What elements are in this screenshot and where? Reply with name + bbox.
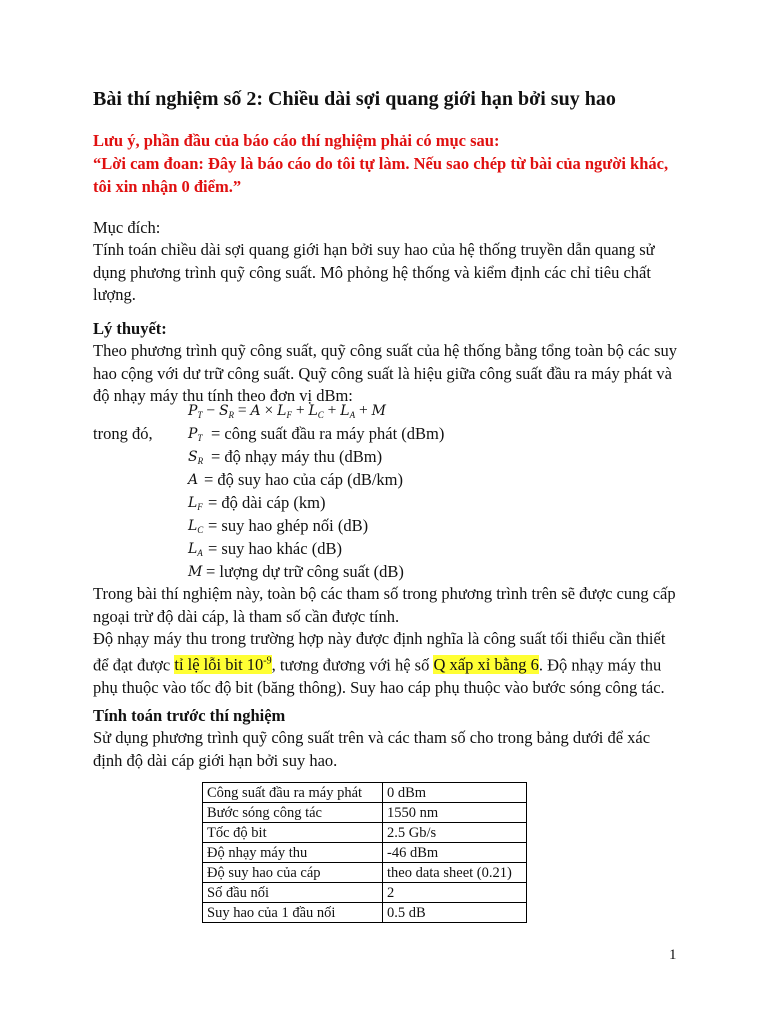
def-symbol-la: $L_A$ [188,541,203,558]
parameter-table [202,782,527,923]
theory-intro: Theo phương trình quỹ công suất, quỹ công suất của hệ thống bằng tổng toàn bộ các suy hao cộng với dư trữ công suất. Quỹ công suất là hiệu giữa công suất đầu ra máy phát và độ nhạy máy thu tính theo đơn vị dBm: [93,341,678,405]
def-symbol-lc: $L_C$ [188,518,204,535]
def-symbol-lf: $L_F$ [188,495,203,512]
def-lf: = độ dài cáp (km) [208,493,326,512]
theory-heading: Lý thuyết: [93,319,167,338]
theory-para-3: Độ nhạy máy thu trong trường hợp này được định nghĩa là công suất tối thiểu cần thiết để đạt được tỉ lệ lỗi bit $10^{-9}$, tương đương với hệ số Q xấp xỉ bằng 6. Độ nhạy máy thu phụ thuộc vào tốc độ bit (băng thông). Suy hao cáp phụ thuộc vào bước sóng công tác. [93,629,666,697]
table-row: Số đầu nối 2 [203,883,527,903]
def-a: = độ suy hao của cáp (dB/km) [204,470,404,489]
precalc-heading: Tính toán trước thí nghiệm [93,706,286,725]
purpose-heading: Mục đích: [93,218,161,237]
table-row: Công suất đầu ra máy phát 0 dBm [203,783,527,803]
def-symbol-m: M [188,564,203,580]
table-row: Độ suy hao của cáp theo data sheet (0.21) [203,863,527,883]
document-title: Bài thí nghiệm số 2: Chiều dài sợi quang giới hạn bởi suy hao [93,88,616,110]
def-symbol-sr: $S_R$ [188,449,204,466]
notice-line-3: tôi xin nhận 0 điểm.” [93,177,242,196]
notice-line-1: Lưu ý, phần đầu của báo cáo thí nghiệm phải có mục sau: [93,131,500,150]
table-row: Bước sóng công tác 1550 nm [203,803,527,823]
table-row: Suy hao của 1 đầu nối 0.5 dB [203,903,527,923]
table-row: Độ nhạy máy thu -46 dBm [203,843,527,863]
notice-line-2: “Lời cam đoan: Đây là báo cáo do tôi tự làm. Nếu sao chép từ bài của người khác, [93,154,669,173]
def-symbol-a: A [188,472,199,488]
def-la: = suy hao khác (dB) [208,539,342,558]
def-m: = lượng dự trữ công suất (dB) [206,562,404,581]
purpose-text: Tính toán chiều dài sợi quang giới hạn bởi suy hao của hệ thống truyền dẫn quang sử dụng phương trình quỹ công suất. Mô phỏng hệ thống và kiểm định các chỉ tiêu chất lượng. [93,240,655,304]
highlight-q-factor: Q xấp xỉ bằng 6 [433,655,539,674]
where-label: trong đó, [93,424,153,443]
table-row: Tốc độ bit 2.5 Gb/s [203,823,527,843]
def-lc: = suy hao ghép nối (dB) [208,516,369,535]
power-budget-equation: $P_T - S_R = A \times L_F + L_C + L_A + M$ [188,402,386,420]
def-sr: = độ nhạy máy thu (dBm) [211,447,383,466]
precalc-text: Sử dụng phương trình quỹ công suất trên và các tham số cho trong bảng dưới để xác định độ dài cáp giới hạn bởi suy hao. [93,728,651,770]
theory-para-2: Trong bài thí nghiệm này, toàn bộ các tham số trong phương trình trên sẽ được cung cấp ngoại trừ độ dài cáp, là tham số cần được tính. [93,584,676,626]
page-number: 1 [669,947,677,963]
highlight-ber: tỉ lệ lỗi bit $10^{-9}$ [174,655,272,674]
def-pt: = công suất đầu ra máy phát (dBm) [211,424,445,443]
def-symbol-pt: $P_T$ [188,426,203,443]
